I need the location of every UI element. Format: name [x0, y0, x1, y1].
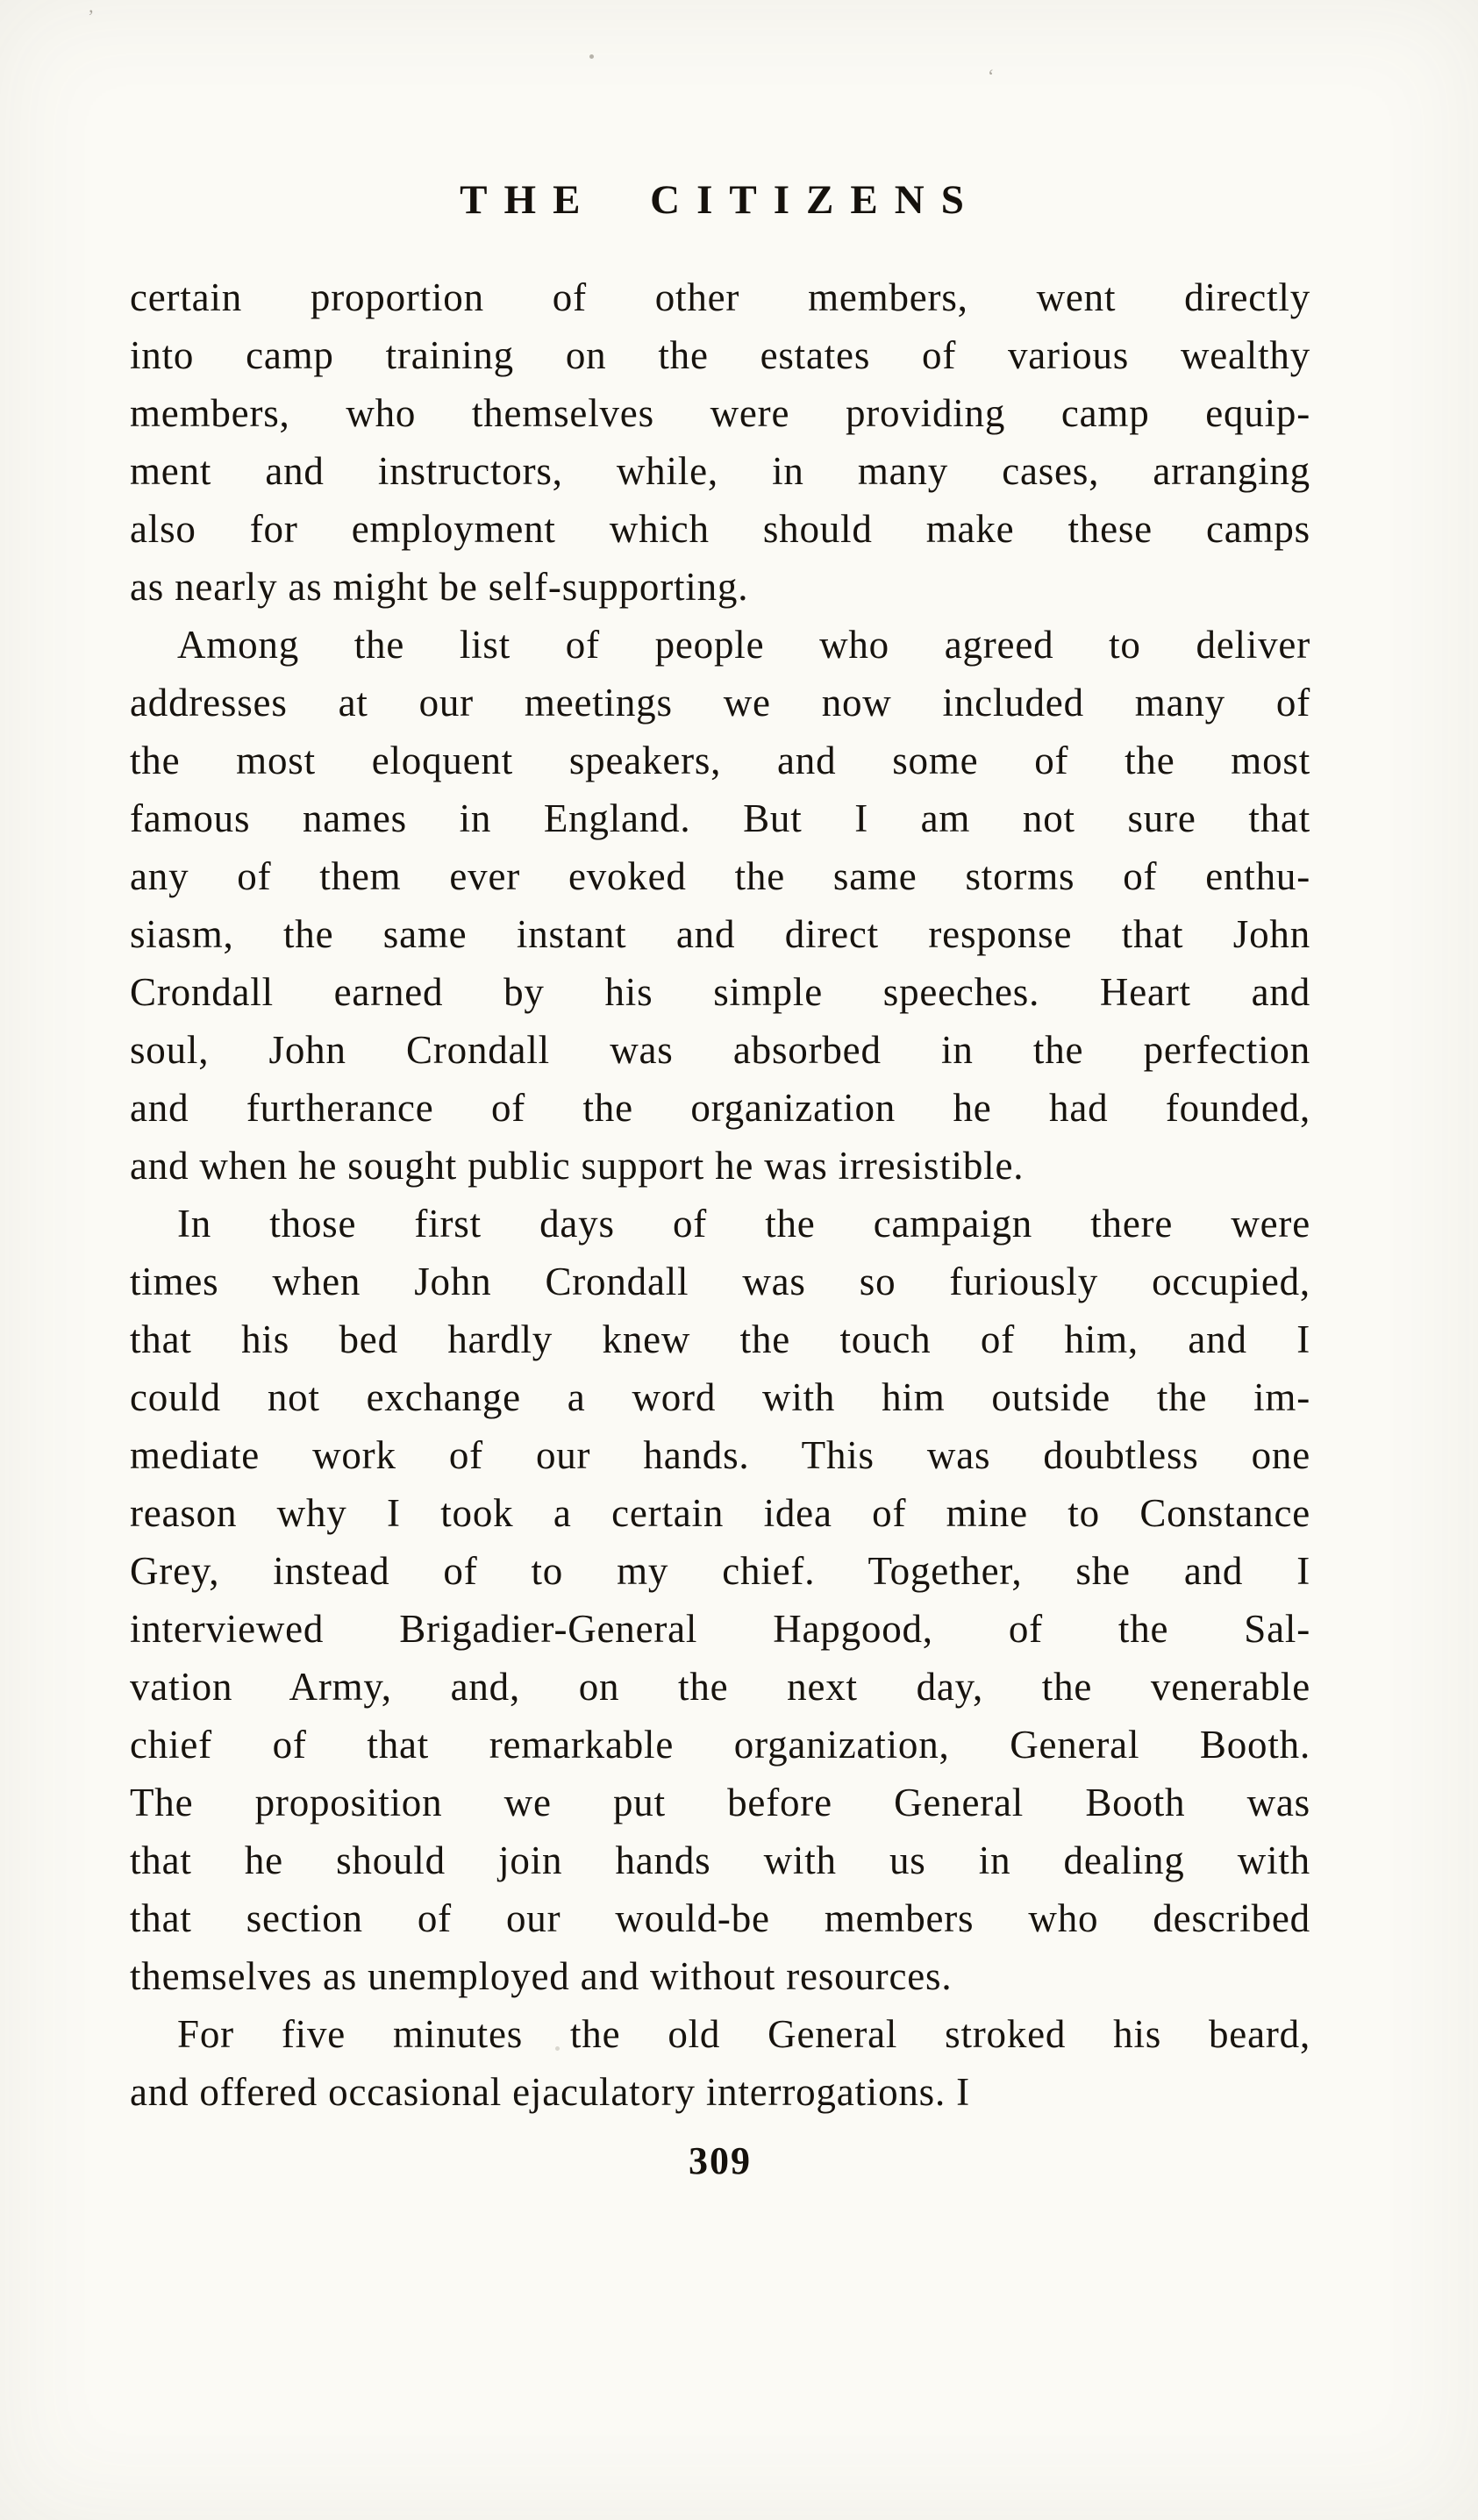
text-line: and offered occasional ejaculatory interrogations. I — [130, 2070, 970, 2114]
text-line: soul, John Crondall was absorbed in the perfection — [130, 1028, 1310, 1072]
text-line: addresses at our meetings we now included many of — [130, 681, 1310, 725]
text-line: and when he sought public support he was irresistible. — [130, 1144, 1025, 1188]
scan-speck: ’ — [88, 5, 95, 27]
page-number: 309 — [689, 2139, 752, 2182]
text-line: chief of that remarkable organization, General Booth. — [130, 1723, 1310, 1767]
text-line: Grey, instead of to my chief. Together, she and I — [130, 1549, 1310, 1593]
text-line: The proposition we put before General Booth was — [130, 1781, 1310, 1824]
text-line: interviewed Brigadier-General Hapgood, of the Sal- — [130, 1607, 1310, 1651]
scan-speck: ‘ — [988, 65, 995, 87]
text-line: into camp training on the estates of various wealthy — [130, 333, 1310, 377]
text-line: famous names in England. But I am not sure that — [130, 796, 1310, 840]
text-line: times when John Crondall was so furiously occupied, — [130, 1260, 1310, 1303]
text-line: themselves as unemployed and without resources. — [130, 1954, 953, 1998]
text-line: Crondall earned by his simple speeches. Heart and — [130, 970, 1310, 1014]
text-line: For five minutes the old General stroked his beard, — [177, 2012, 1310, 2056]
text-line: reason why I took a certain idea of mine to Constance — [130, 1491, 1310, 1535]
text-line: mediate work of our hands. This was doubtless one — [130, 1433, 1310, 1477]
page-header: THE CITIZENS — [460, 177, 981, 223]
paragraph — [130, 1195, 1310, 2005]
text-line: In those first days of the campaign there were — [177, 1202, 1310, 1246]
text-line: the most eloquent speakers, and some of the most — [130, 739, 1310, 782]
text-line: that section of our would-be members who described — [130, 1896, 1310, 1940]
page-body — [130, 268, 1310, 2121]
text-line: vation Army, and, on the next day, the venerable — [130, 1665, 1310, 1709]
text-line: members, who themselves were providing camp equip- — [130, 391, 1310, 435]
text-line: could not exchange a word with him outside the im- — [130, 1375, 1310, 1419]
text-line: certain proportion of other members, went directly — [130, 275, 1310, 319]
page-content — [130, 175, 1310, 2188]
paragraph — [130, 268, 1310, 616]
text-line: Among the list of people who agreed to deliver — [177, 623, 1310, 667]
text-line: that he should join hands with us in dealing with — [130, 1838, 1310, 1882]
text-line: as nearly as might be self-supporting. — [130, 565, 749, 609]
text-line: siasm, the same instant and direct response that John — [130, 912, 1310, 956]
text-line: and furtherance of the organization he had founded, — [130, 1086, 1310, 1130]
text-line: also for employment which should make these camps — [130, 507, 1310, 551]
text-line: that his bed hardly knew the touch of him, and I — [130, 1317, 1310, 1361]
paragraph — [130, 616, 1310, 1195]
scan-speck — [589, 54, 594, 59]
text-line: any of them ever evoked the same storms of enthu- — [130, 854, 1310, 898]
paragraph — [130, 2005, 1310, 2121]
text-line: ment and instructors, while, in many cases, arranging — [130, 449, 1310, 493]
